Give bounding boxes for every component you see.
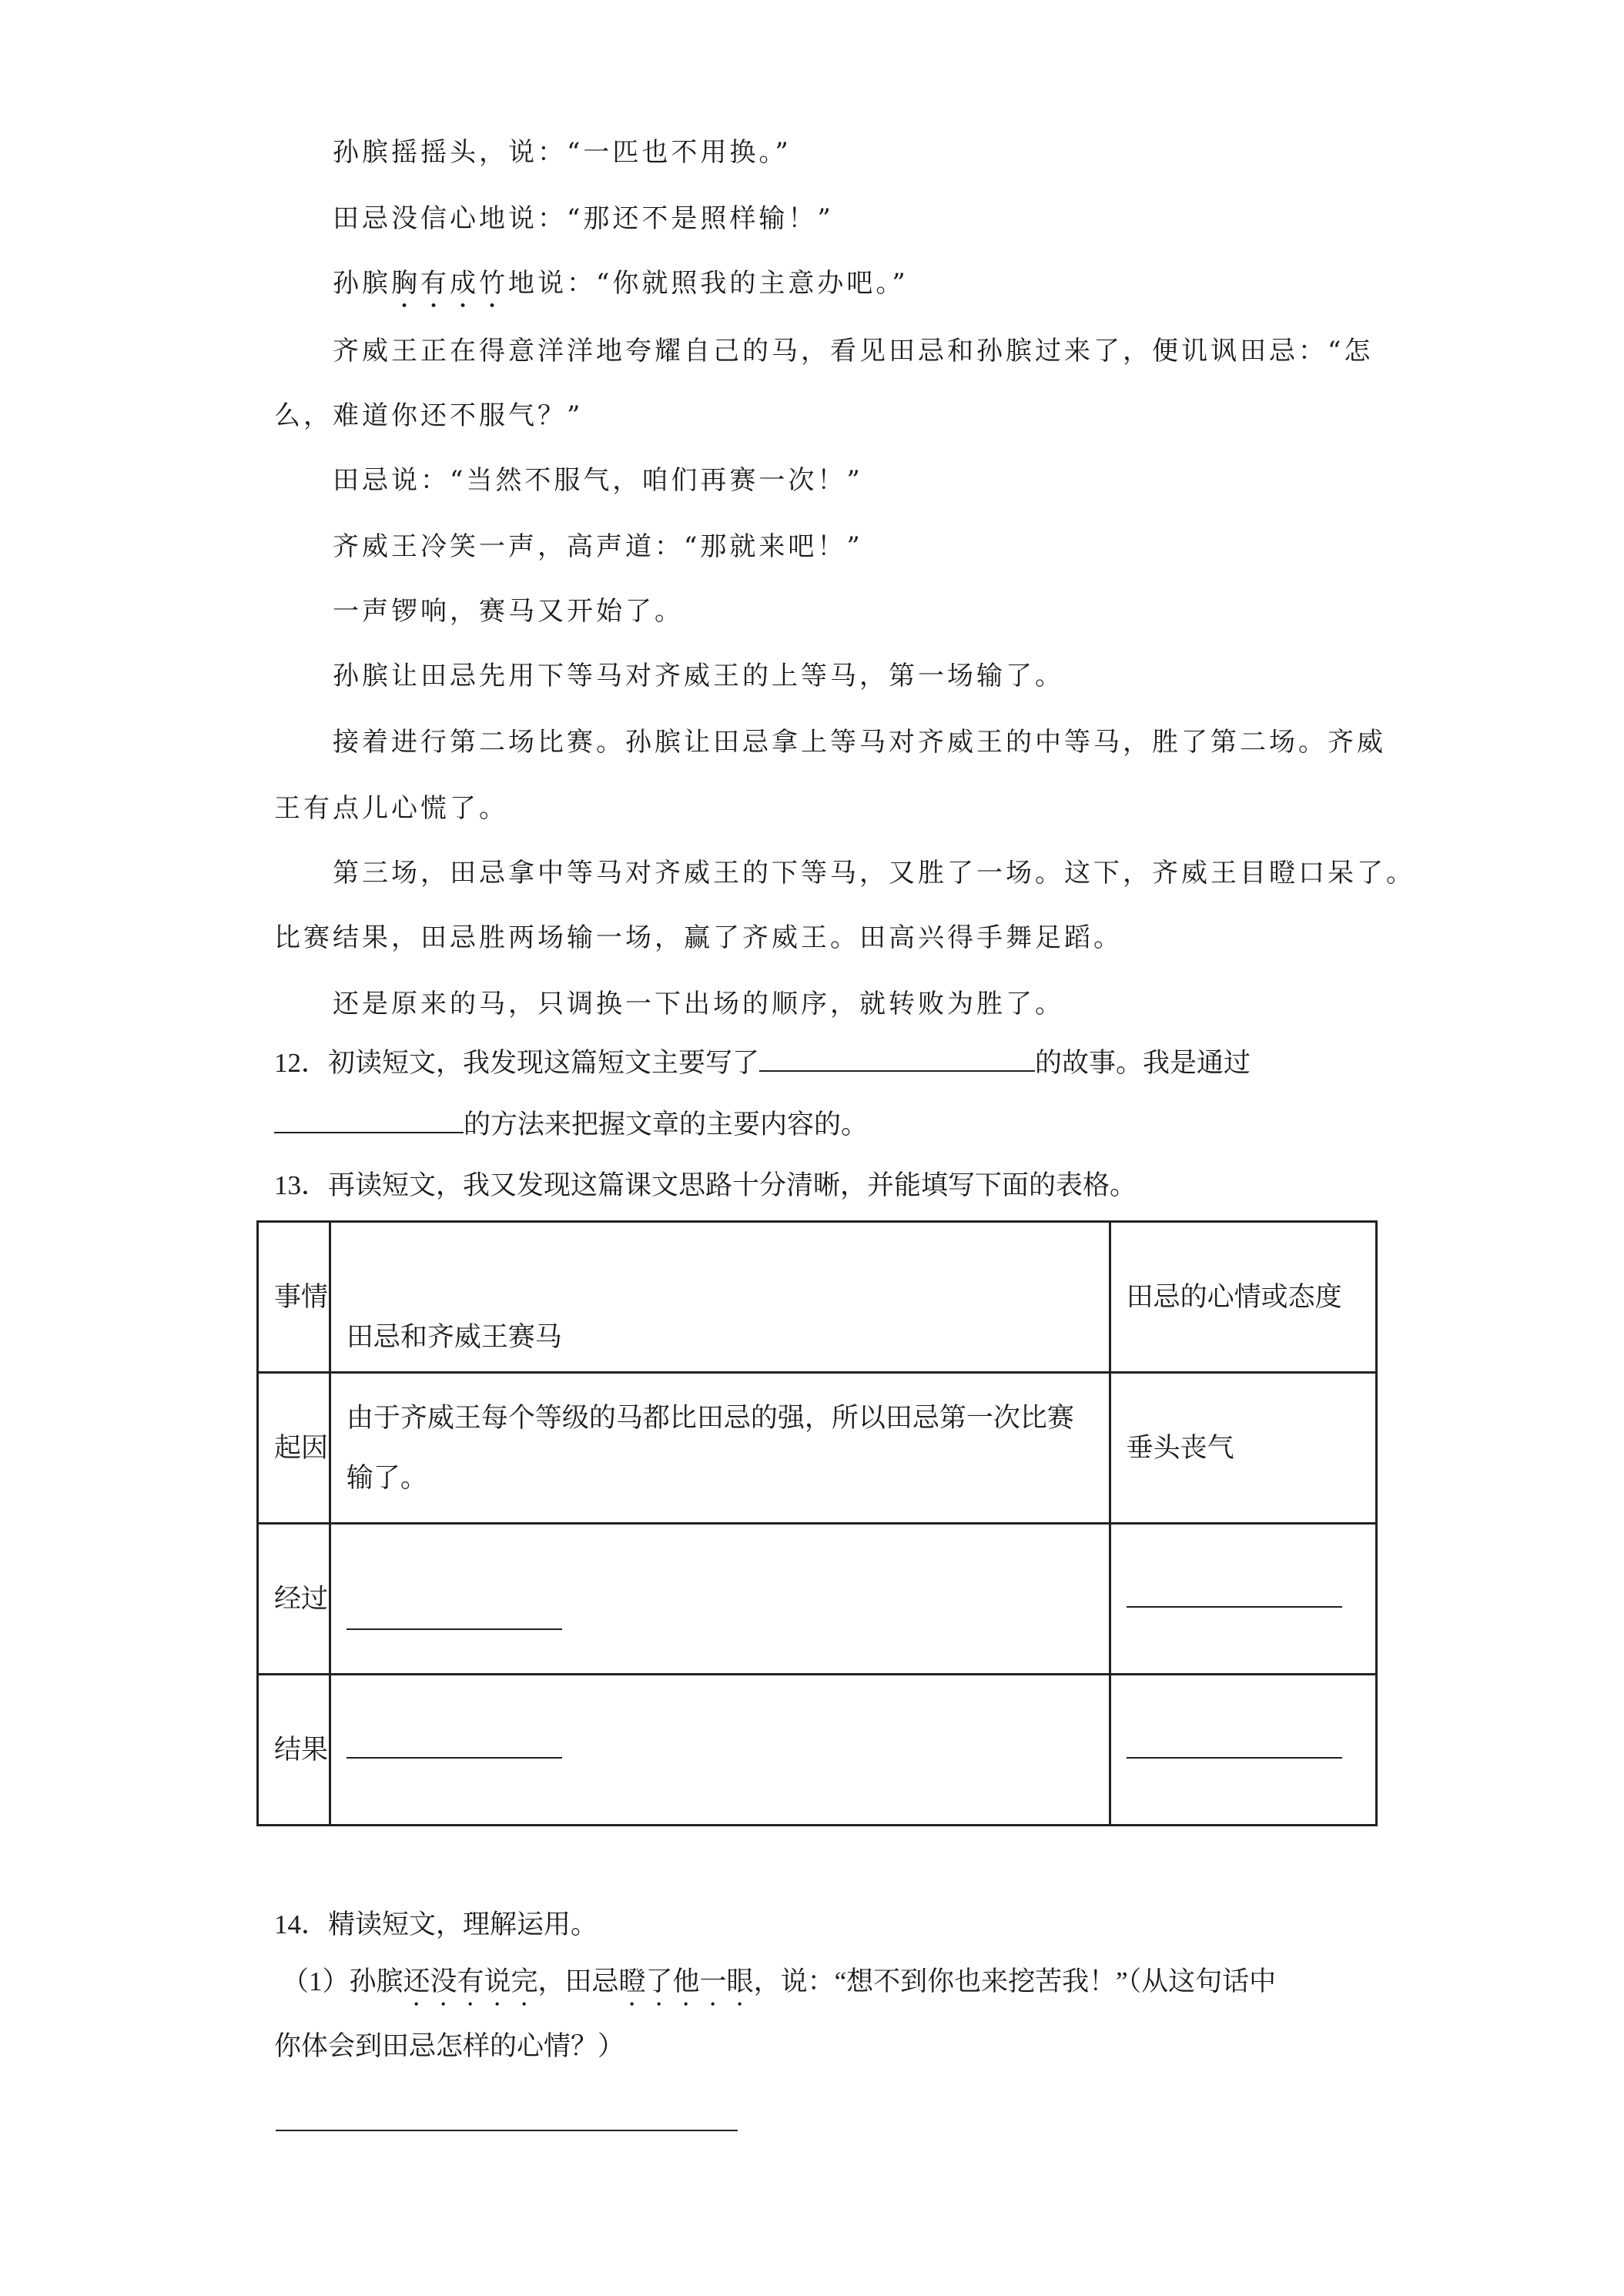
story-line: 比赛结果，田忌胜两场输一场，赢了齐威王。田高兴得手舞足蹈。 <box>274 922 1123 953</box>
answer-blank[interactable] <box>1127 1583 1342 1608</box>
story-line: 齐威王冷笑一声，高声道：“那就来吧！” <box>333 531 863 562</box>
story-line: 田忌没信心地说：“那还不是照样输！” <box>333 203 834 234</box>
table-cell-label: 事情 <box>258 1222 330 1373</box>
table-cell-label: 起因 <box>258 1373 330 1524</box>
story-line: 么，难道你还不服气？” <box>274 400 584 431</box>
story-line: 田忌说：“当然不服气，咱们再赛一次！” <box>333 465 863 496</box>
answer-blank[interactable] <box>347 1734 562 1759</box>
story-line: 孙膑摇摇头，说：“一匹也不用换。” <box>333 137 792 168</box>
table-row <box>258 1675 1377 1826</box>
question-text: ，说：“想不到你也来挖苦我！”（从这句话中 <box>753 1966 1277 1996</box>
answer-table <box>256 1220 1378 1826</box>
story-line: 孙膑让田忌先用下等马对齐威王的上等马，第一场输了。 <box>333 661 1064 691</box>
question-text: 的故事。我是通过 <box>1035 1048 1251 1078</box>
table-cell-header: 田忌和齐威王赛马 <box>330 1222 1110 1373</box>
question-text: 的方法来把握文章的主要内容的。 <box>464 1110 869 1140</box>
table-row <box>258 1222 1377 1373</box>
table-cell-header: 田忌的心情或态度 <box>1110 1222 1376 1373</box>
story-line: 一声锣响，赛马又开始了。 <box>333 596 684 627</box>
table-cell-label: 经过 <box>258 1524 330 1675</box>
story-line: 还是原来的马，只调换一下出场的顺序，就转败为胜了。 <box>333 989 1064 1019</box>
question-text: 12．初读短文，我发现这篇短文主要写了 <box>274 1048 760 1078</box>
table-cell-content <box>330 1524 1110 1675</box>
table-cell-mood <box>1110 1524 1376 1675</box>
answer-line[interactable] <box>276 2130 738 2131</box>
emphasized-phrase: 还没有说完 <box>403 1966 538 1996</box>
question-13: 13．再读短文，我又发现这篇课文思路十分清晰，并能填写下面的表格。 <box>274 1170 1137 1200</box>
question-14-sub1 <box>282 1965 1276 2012</box>
answer-blank[interactable] <box>1127 1734 1342 1759</box>
answer-blank[interactable] <box>274 1106 464 1133</box>
question-14-sub1-cont: 你体会到田忌怎样的心情？） <box>274 2031 625 2061</box>
story-line <box>333 266 909 314</box>
story-line: 齐威王正在得意洋洋地夸耀自己的马，看见田忌和孙膑过来了，便讥讽田忌：“怎 <box>333 336 1374 366</box>
story-line: 第三场，田忌拿中等马对齐威王的下等马，又胜了一场。这下，齐威王目瞪口呆了。 <box>333 858 1415 889</box>
table-cell-mood: 垂头丧气 <box>1110 1373 1376 1524</box>
table-cell-label: 结果 <box>258 1675 330 1826</box>
question-text: （1）孙膑 <box>282 1966 403 1996</box>
story-text: 孙膑 <box>333 268 391 299</box>
question-text: ，田忌 <box>537 1966 619 1996</box>
story-line: 接着进行第二场比赛。孙膑让田忌拿上等马对齐威王的中等马，胜了第二场。齐威 <box>333 727 1386 758</box>
emphasized-idiom: 胸有成竹 <box>391 268 508 299</box>
question-14: 14．精读短文，理解运用。 <box>274 1909 598 1940</box>
question-12-cont <box>274 1106 868 1142</box>
answer-blank[interactable] <box>347 1605 562 1630</box>
story-line: 王有点儿心慌了。 <box>274 793 508 824</box>
table-cell-content <box>330 1675 1110 1826</box>
table-row <box>258 1524 1377 1675</box>
table-cell-mood <box>1110 1675 1376 1826</box>
story-text: 地说：“你就照我的主意办吧。” <box>508 268 909 299</box>
emphasized-phrase: 瞪了他一眼 <box>618 1966 754 1996</box>
answer-blank[interactable] <box>759 1044 1035 1072</box>
table-row <box>258 1373 1377 1524</box>
table-cell-content: 由于齐威王每个等级的马都比田忌的强，所以田忌第一次比赛输了。 <box>330 1373 1110 1524</box>
question-12 <box>274 1044 1251 1080</box>
